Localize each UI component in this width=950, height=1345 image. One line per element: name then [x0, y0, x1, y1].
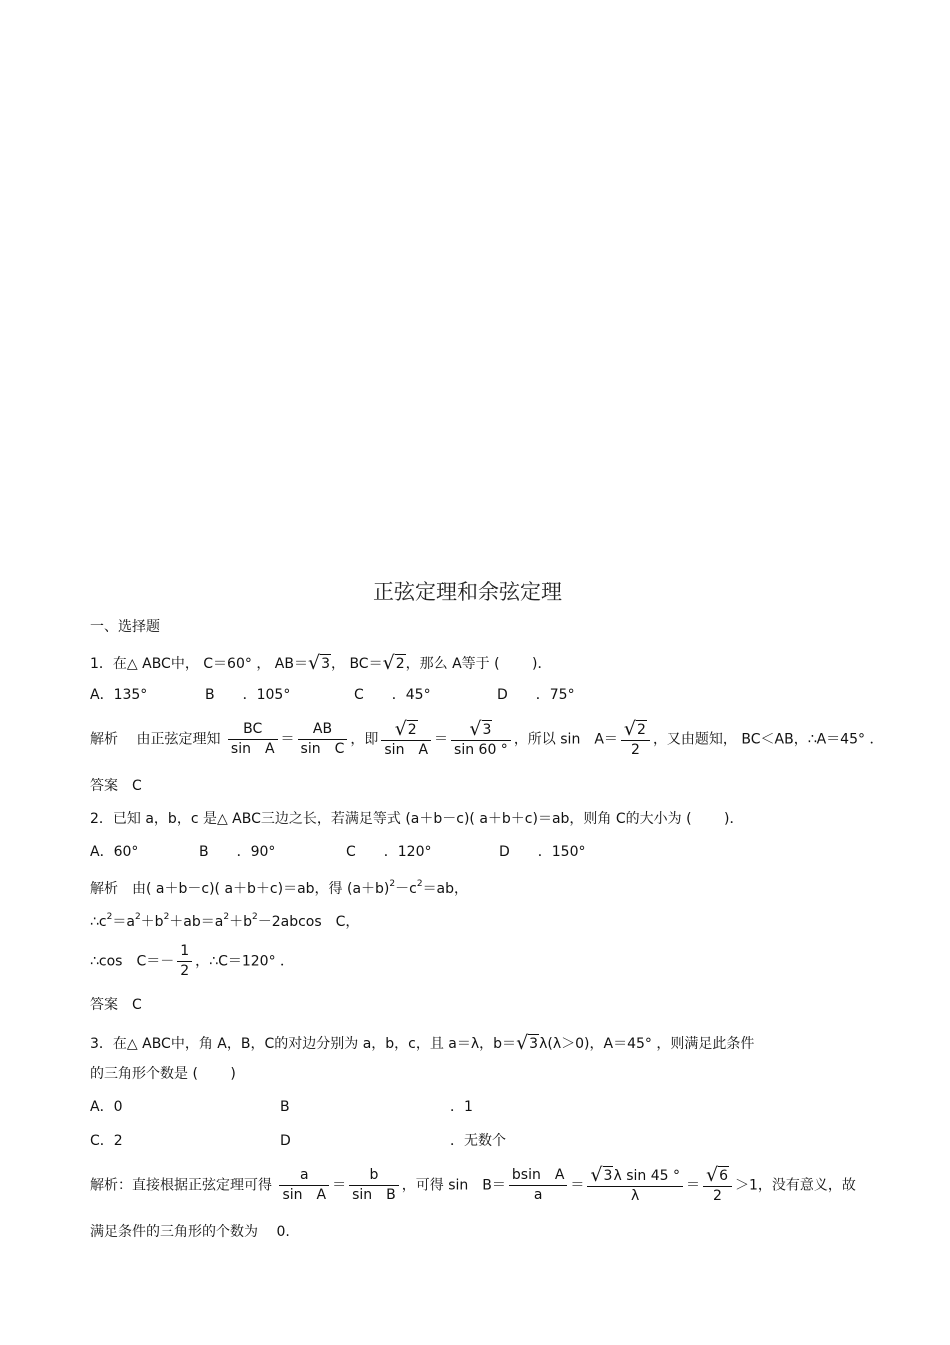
q2-option-a: A．60° — [90, 844, 139, 860]
fraction: $\frac{AB}{\text{sin C}}$ — [298, 721, 348, 758]
document-title: 正弦定理和余弦定理 — [373, 580, 562, 604]
fraction: $\frac{√3}{\sin 60 ^\circ}$ — [451, 720, 511, 759]
q3-option-d-value: ．无数个 — [450, 1133, 506, 1149]
fraction: $\frac{BC}{\text{sin A}}$ — [228, 721, 278, 758]
q1-option-b: B ．105° — [205, 687, 291, 703]
q2-solution-line1: 解析 由( a＋b－c)( a＋b＋c)＝ab，得 $(a+b)^2-c^2=ab$， — [90, 879, 469, 897]
q2-stem: 2．已知 a，b，c 是△ ABC三边之长，若满足等式 (a＋b－c)( a＋b＋c)＝ab，则角 C的大小为 ( )． — [90, 811, 744, 827]
q2-option-c: C ．120° — [346, 844, 432, 860]
q3-stem: 3．在△ ABC中，角 A，B，C的对边分别为 a，b，c，且 a＝λ，b＝√3λ(λ＞0)，A＝45° ，则满足此条件 — [90, 1032, 755, 1054]
section-heading: 一、选择题 — [90, 619, 160, 635]
fraction: $\frac{\text{√3λ sin 45 °}}{\lambda}$ — [587, 1166, 683, 1205]
fraction: $\frac{b}{\text{sin B}}$ — [349, 1167, 399, 1204]
q1-solution: 解析 由正弦定理知 $\frac{BC}{\text{sin A}}$ ＝ $\frac{AB}{\text{sin C}}$ ，即 $\frac{√2}{\text{sin A}}$ ＝ $\frac{√3}{\sin 60 ^\circ}$ ，所以 sin A＝ $\frac{√2}{2}$ ，又由题知， BC＜AB，∴A＝45° ． — [90, 718, 884, 758]
q2-answer: 答案 C — [90, 997, 142, 1013]
fraction: $\frac{a}{\text{sin A}}$ — [279, 1167, 329, 1204]
q3-option-d-letter: D — [280, 1133, 291, 1149]
q3-solution: 解析：直接根据正弦定理可得 $\frac{a}{\text{sin A}}$ ＝ $\frac{b}{\text{sin B}}$ ，可得 sin B＝ $\frac{\text{bsin A}}{a}$ ＝ $\frac{\text{√3λ sin 45 °}}{\lambda}$ ＝ $\frac{√6}{2}$ ＞1，没有意义，故 — [90, 1164, 856, 1204]
q2-option-b: B ．90° — [199, 844, 276, 860]
q1-option-d: D ．75° — [497, 687, 575, 703]
q1-option-c: C ．45° — [354, 687, 431, 703]
sqrt-2: √2 — [382, 652, 405, 674]
q3-option-c: C．2 — [90, 1133, 123, 1149]
q1-answer: 答案 C — [90, 778, 142, 794]
fraction: $\frac{1}{2}$ — [177, 943, 192, 980]
q3-option-b-letter: B — [280, 1099, 290, 1115]
q3-option-a: A．0 — [90, 1099, 123, 1115]
q2-option-d: D ．150° — [499, 844, 586, 860]
fraction: $\frac{\text{bsin A}}{a}$ — [509, 1167, 568, 1204]
fraction: $\frac{√2}{\text{sin A}}$ — [381, 720, 431, 759]
fraction: $\frac{√6}{2}$ — [703, 1166, 732, 1205]
q3-stem-cont: 的三角形个数是 ( ) — [90, 1066, 236, 1082]
q2-solution-line2: $\therefore c^2=a^2+b^2+ab=a^2+b^2-2abcos$ C， — [90, 912, 360, 930]
sqrt-3: √3 — [516, 1032, 539, 1054]
fraction: $\frac{√2}{2}$ — [621, 720, 650, 759]
sqrt-3: √3 — [307, 652, 330, 674]
q3-solution-cont: 满足条件的三角形的个数为 0. — [90, 1224, 290, 1240]
q1-option-a: A．135° — [90, 687, 148, 703]
q2-solution-line3: ∴cos C＝－ $\frac{1}{2}$ ，∴C＝120° ． — [90, 943, 295, 979]
q1-stem: 1．在△ ABC中， C＝60° ， AB＝√3， BC＝√2，那么 A等于 ( )． — [90, 652, 552, 674]
q3-option-b-value: ．1 — [450, 1099, 473, 1115]
